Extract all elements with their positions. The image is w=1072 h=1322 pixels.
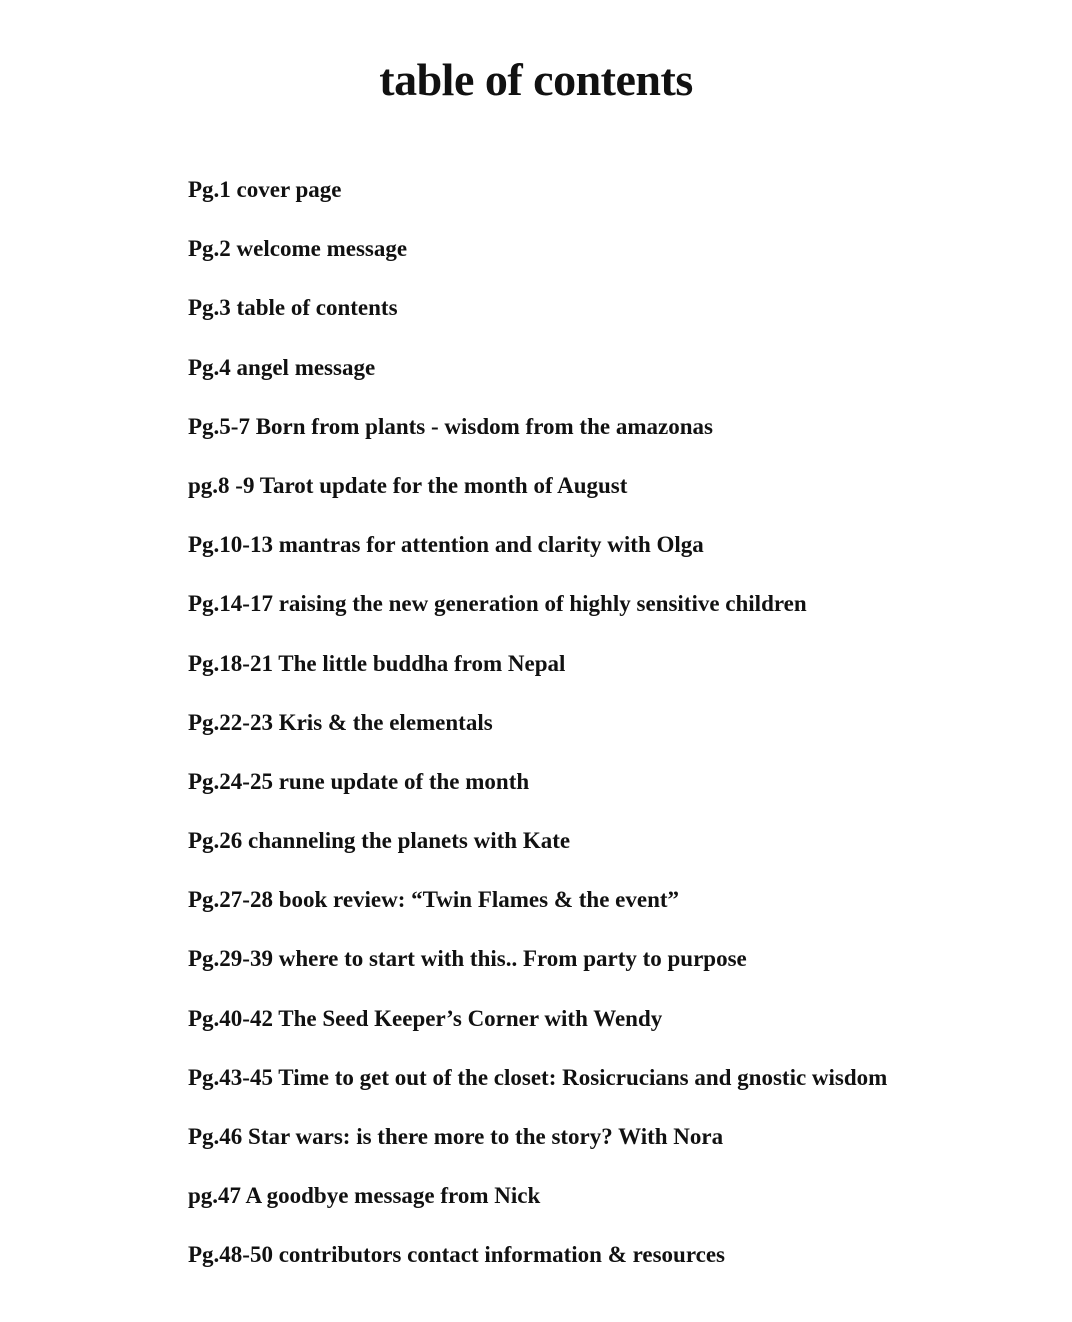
- toc-entry: Pg.4 angel message: [188, 354, 376, 380]
- toc-entry: pg.47 A goodbye message from Nick: [188, 1183, 541, 1209]
- toc-entry: Pg.43-45 Time to get out of the closet: Rosicrucians and gnostic wisdom: [188, 1064, 888, 1090]
- toc-entry: Pg.18-21 The little buddha from Nepal: [188, 650, 566, 676]
- toc-entry: Pg.40-42 The Seed Keeper’s Corner with Wendy: [188, 1005, 663, 1031]
- toc-entry: Pg.22-23 Kris & the elementals: [188, 709, 493, 735]
- toc-entry: Pg.10-13 mantras for attention and clarity with Olga: [188, 532, 704, 558]
- toc-entry: Pg.48-50 contributors contact information & resources: [188, 1242, 726, 1268]
- toc-entry: Pg.1 cover page: [188, 177, 342, 202]
- toc-entry: Pg.46 Star wars: is there more to the story? With Nora: [188, 1124, 724, 1149]
- toc-entry: Pg.3 table of contents: [188, 295, 398, 321]
- page-title: table of contents: [379, 54, 693, 105]
- toc-entry: Pg.5-7 Born from plants - wisdom from the amazonas: [188, 413, 713, 439]
- toc-entry: pg.8 -9 Tarot update for the month of August: [188, 472, 628, 498]
- toc-entry: Pg.29-39 where to start with this.. From party to purpose: [188, 946, 747, 972]
- toc-list: [188, 172, 887, 1297]
- toc-entry: Pg.26 channeling the planets with Kate: [188, 828, 571, 854]
- toc-entry: Pg.2 welcome message: [188, 236, 408, 262]
- toc-entry: Pg.14-17 raising the new generation of highly sensitive children: [188, 591, 807, 617]
- toc-entry: Pg.27-28 book review: “Twin Flames & the event”: [188, 887, 680, 913]
- toc-entry: Pg.24-25 rune update of the month: [188, 768, 530, 794]
